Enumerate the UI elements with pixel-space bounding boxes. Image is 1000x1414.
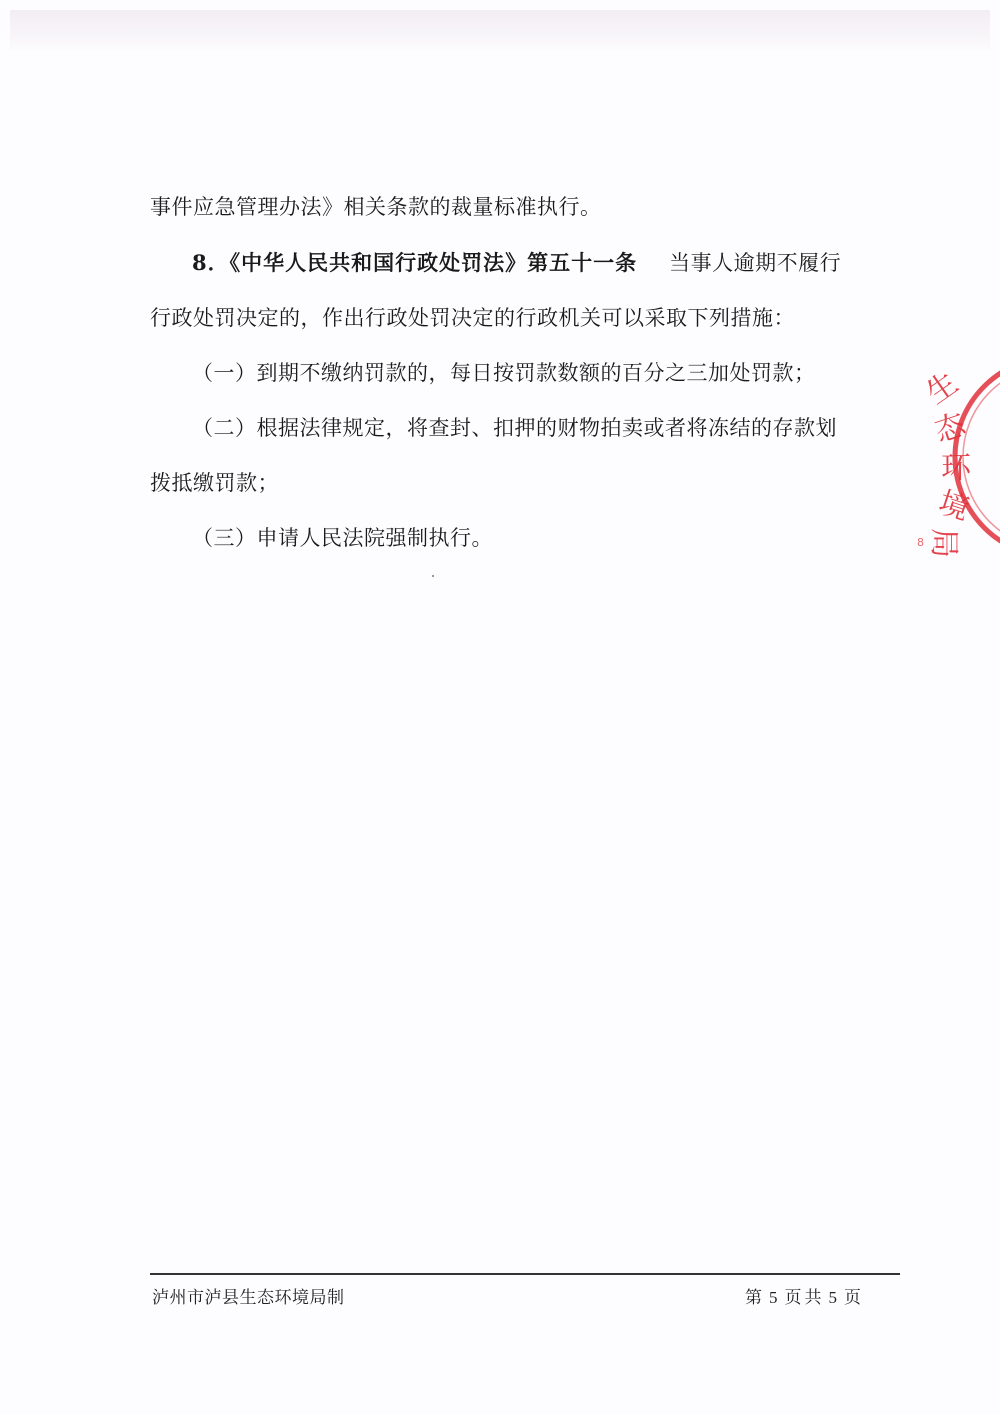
measure-item-1: （一）到期不缴纳罚款的，每日按罚款数额的百分之三加处罚款； — [192, 361, 816, 385]
article-title: 8．《中华人民共和国行政处罚法》第五十一条 — [192, 250, 638, 275]
page-number: 第 5 页共 5 页 — [745, 1288, 864, 1308]
measure-item-3: （三）申请人民法院强制执行。 — [192, 526, 493, 550]
measure-item-2: （二）根据法律规定，将查封、扣押的财物拍卖或者将冻结的存款划 — [192, 416, 837, 440]
svg-text:8: 8 — [917, 536, 924, 549]
footer-divider — [150, 1273, 900, 1275]
article-text: 当事人逾期不履行 — [669, 251, 842, 275]
body-line-2: 行政处罚决定的，作出行政处罚决定的行政机关可以采取下列措施： — [150, 306, 795, 330]
svg-text:态: 态 — [930, 407, 970, 450]
scan-shadow — [10, 10, 990, 50]
svg-text:局: 局 — [926, 528, 961, 558]
svg-text:境: 境 — [934, 485, 974, 528]
article-8-line — [150, 235, 900, 291]
svg-text:生: 生 — [919, 365, 965, 412]
official-seal-icon — [915, 350, 1000, 565]
footer-issuer: 泸州市泸县生态环境局制 — [152, 1288, 345, 1308]
scan-speck — [432, 575, 434, 577]
svg-text:环: 环 — [941, 451, 971, 486]
measure-item-2-cont: 拨抵缴罚款； — [150, 471, 279, 495]
document-body — [150, 180, 900, 566]
body-line-1: 事件应急管理办法》相关条款的裁量标准执行。 — [150, 195, 602, 219]
